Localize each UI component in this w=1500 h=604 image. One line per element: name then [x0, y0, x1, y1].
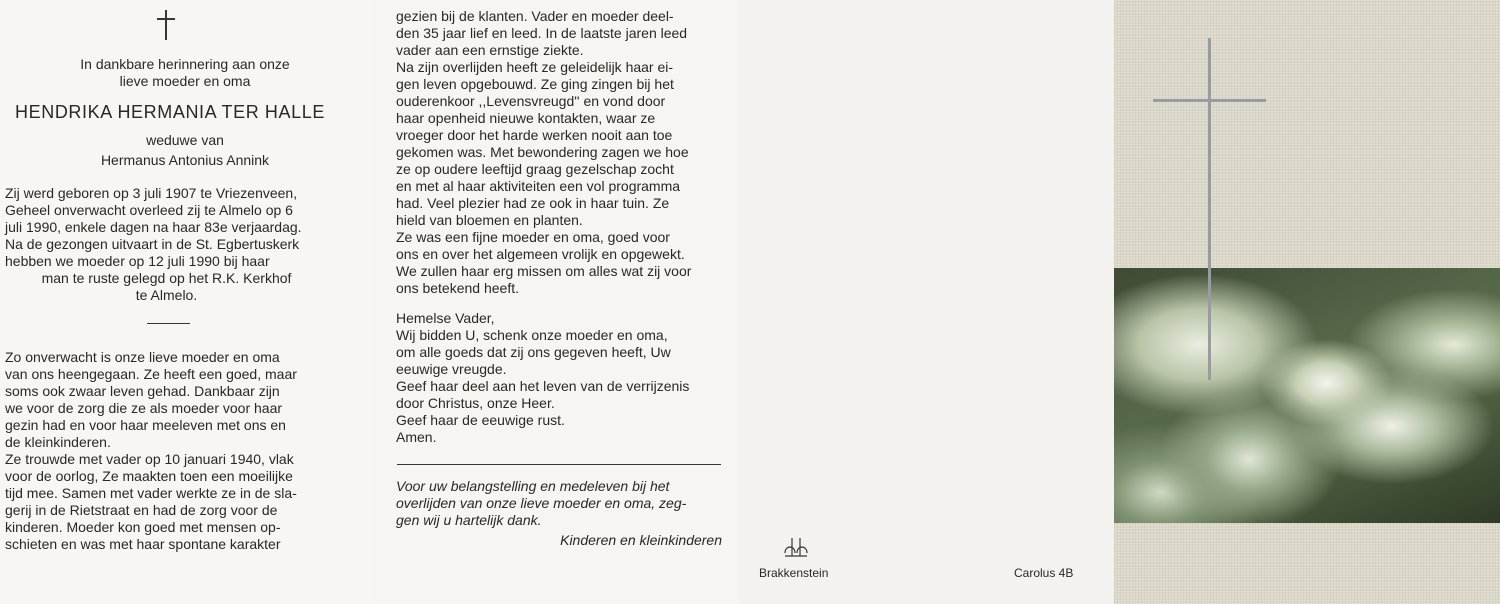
story-line: we voor de zorg die ze als moeder voor haar	[5, 400, 283, 416]
story-line: van ons heengegaan. Ze heeft een goed, maar	[5, 366, 297, 382]
bio-paragraph	[5, 185, 328, 304]
bio-line: Geheel onverwacht overleed zij te Almelo op 6	[5, 202, 293, 218]
bio-line: Na de gezongen uitvaart in de St. Egbertuskerk	[5, 236, 300, 252]
deceased-name: HENDRIKA HERMANIA TER HALLE	[15, 102, 325, 122]
story-line: gerij in de Rietstraat en had de zorg voor de	[5, 502, 278, 518]
thanks-line: Voor uw belangstelling en medeleven bij het	[396, 478, 670, 494]
thanks-line: overlijden van onze lieve moeder en oma, zeg-	[396, 495, 687, 511]
story-line: gekomen was. Met bewondering zagen we hoe	[396, 144, 689, 160]
story-line: ze op oudere leeftijd graag gezelschap zocht	[396, 161, 674, 177]
story-line: soms ook zwaar leven gehad. Dankbaar zijn	[5, 383, 280, 399]
bio-line: hebben we moeder op 12 juli 1990 bij haar	[5, 253, 270, 269]
widow-of: weduwe van	[146, 132, 224, 148]
story-line: tijd mee. Samen met vader werkte ze in de sla-	[5, 485, 297, 501]
card-panel-1	[0, 0, 370, 604]
story-line: schieten en was met haar spontane karakter	[5, 536, 281, 552]
story-line: ons betekend heeft.	[396, 280, 519, 296]
story-line: de kleinkinderen.	[5, 434, 111, 450]
story-line: ons en over het algemeen vrolijk en opgewekt.	[396, 246, 685, 262]
white-flowers-photo	[1114, 268, 1500, 523]
prayer-line: Wij bidden U, schenk onze moeder en oma,	[396, 327, 668, 343]
prayer-line: Amen.	[396, 429, 437, 445]
prayer-paragraph	[396, 310, 726, 446]
cross-icon-bar	[1153, 99, 1266, 102]
story-line: voor de oorlog, Ze maakten toen een moeilijke	[5, 468, 293, 484]
story-line: den 35 jaar lief en leed. In de laatste jaren leed	[396, 25, 688, 41]
story-line: Ze trouwde met vader op 10 januari 1940, vlak	[5, 451, 294, 467]
story-line: kinderen. Moeder kon goed met mensen op-	[5, 519, 281, 535]
thanks-paragraph	[396, 478, 724, 529]
publisher-name: Brakkenstein	[759, 566, 829, 580]
signature: Kinderen en kleinkinderen	[560, 532, 722, 548]
story-line: vroeger door het harde werken nooit aan toe	[396, 127, 673, 143]
story-line: ouderenkoor ,,Levensvreugd'' en vond door	[396, 93, 666, 109]
intro-line-2: lieve moeder en oma	[119, 73, 251, 89]
story-line: had. Veel plezier had ze ook in haar tuin. Ze	[396, 195, 670, 211]
prayer-line: door Christus, onze Heer.	[396, 395, 555, 411]
story-line: en met al haar aktiviteiten een vol programma	[396, 178, 681, 194]
card-code: Carolus 4B	[1014, 566, 1074, 580]
prayer-line: Geef haar deel aan het leven van de verrijzenis	[396, 378, 690, 394]
story-continued	[396, 8, 726, 297]
intro-line-1: In dankbare herinnering aan onze	[80, 56, 290, 72]
story-line: Ze was een fijne moeder en oma, goed voor	[396, 229, 670, 245]
story-line: vader aan een ernstige ziekte.	[396, 42, 584, 58]
prayer-line: eeuwige vreugde.	[396, 361, 507, 377]
story-line: gezien bij de klanten. Vader en moeder deel-	[396, 8, 674, 24]
divider-long	[397, 464, 721, 465]
prayer-line: Geef haar de eeuwige rust.	[396, 412, 565, 428]
story-line: We zullen haar erg missen om alles wat zij voor	[396, 263, 692, 279]
brakkenstein-logo-icon	[783, 537, 809, 559]
bio-line: Zij werd geboren op 3 juli 1907 te Vriezenveen,	[5, 185, 298, 201]
thanks-line: gen wij u hartelijk dank.	[396, 512, 542, 528]
prayer-line: om alle goeds dat zij ons gegeven heeft, Uw	[396, 344, 671, 360]
story-line: haar openheid nieuwe kontakten, waar ze	[396, 110, 656, 126]
husband-name: Hermanus Antonius Annink	[100, 152, 270, 168]
cross-icon	[1208, 38, 1211, 380]
story-line: gen leven opgebouwd. Ze ging zingen bij het	[396, 76, 674, 92]
story-paragraph	[5, 349, 330, 553]
bio-line: te Almelo.	[135, 287, 198, 303]
prayer-line: Hemelse Vader,	[396, 310, 495, 326]
bio-line: juli 1990, enkele dagen na haar 83e verjaardag.	[5, 219, 302, 235]
story-line: Na zijn overlijden heeft ze geleidelijk haar ei-	[396, 59, 674, 75]
bio-line: man te ruste gelegd op het R.K. Kerkhof	[41, 270, 292, 286]
story-line: Zo onverwacht is onze lieve moeder en oma	[5, 349, 280, 365]
divider	[147, 323, 190, 324]
story-line: hield van bloemen en planten.	[396, 212, 583, 228]
card-panel-3	[738, 0, 1114, 604]
cross-icon	[155, 10, 177, 40]
story-line: gezin had en voor haar meeleven met ons en	[5, 417, 286, 433]
